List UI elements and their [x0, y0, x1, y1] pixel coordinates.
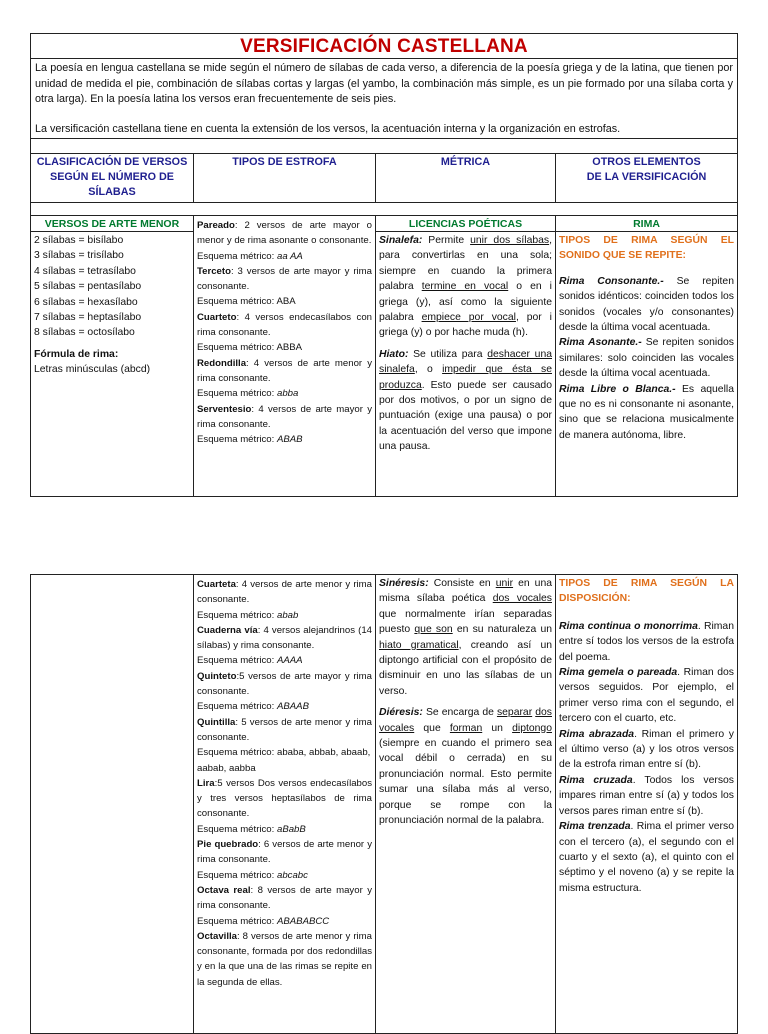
hiato-text: Se utiliza para	[408, 348, 488, 360]
esquema-line	[197, 249, 372, 264]
sinalefa-text: Permite	[422, 235, 471, 246]
subheader-text: VERSOS DE ARTE MENOR	[44, 218, 180, 230]
rima-text: Es aquella que no es ni consonante ni asonante, sino que se relaciona musicalmente de manera autónoma, libre.	[559, 383, 734, 441]
esquema-label: Esquema métrico:	[197, 823, 277, 835]
sineresis-text: , creando así un diptongo artificial con el propósito de disminuir en uno las sílabas de un verso.	[379, 639, 552, 697]
estrofa-desc: : 4 versos de arte mayor y rima consonante.	[197, 403, 372, 430]
dieresis-text: que	[414, 722, 450, 734]
subheader-licencias	[375, 215, 556, 232]
intro-paragraph-2: La versificación castellana tiene en cuenta la extensión de los versos, la acentuación interna y la organización en estrofas.	[35, 122, 621, 135]
esquema-line	[197, 745, 372, 776]
estrofa-item	[197, 264, 372, 295]
estrofa-desc: : 2 versos de arte mayor o menor y de rima asonante o consonante.	[197, 220, 372, 247]
syllable-item: 7 sílabas = heptasílabo	[34, 312, 142, 324]
rima-item	[559, 619, 734, 665]
sinalefa-text: termine en vocal	[421, 281, 509, 293]
sinalefa-text: o en i griega (y), así como la siguiente palabra	[379, 281, 552, 324]
syllable-item: 6 sílabas = hexasílabo	[34, 296, 138, 308]
hiato-term: Hiato:	[379, 348, 409, 360]
esquema-value: AAAA	[276, 655, 303, 667]
estrofa-desc: : 4 versos endecasílabos con rima consonante.	[197, 311, 372, 339]
hiato	[379, 347, 552, 455]
esquema-value: ababa, abbab, abaab, aabab, aabba	[197, 747, 371, 774]
esquema-line	[197, 914, 372, 929]
rima-term: Rima abrazada	[559, 728, 635, 740]
header-text: CLASIFICACIÓN DE VERSOS SEGÚN EL NÚMERO DE SÍLABAS	[36, 156, 188, 198]
estrofa-name: Serventesio	[197, 403, 252, 415]
dieresis-text: dos vocales	[379, 707, 552, 734]
esquema-label: Esquema métrico:	[197, 434, 277, 446]
rima-term: Rima cruzada	[559, 774, 633, 786]
estrofa-item	[197, 929, 372, 990]
estrofa-item	[197, 883, 372, 914]
estrofa-item	[197, 715, 372, 746]
sinalefa-text: unir dos sílabas	[470, 235, 550, 246]
formula-text: Letras minúsculas (abcd)	[34, 364, 151, 376]
estrofa-desc: : 3 versos de arte mayor y rima consonante.	[197, 265, 372, 293]
esquema-label: Esquema métrico:	[197, 250, 277, 262]
syllable-item: 4 sílabas = tetrasílabo	[34, 265, 136, 277]
subheader-arte-menor	[30, 215, 194, 232]
estrofa-desc: : 4 versos alejandrinos (14 sílabas) y rima consonante.	[197, 624, 372, 652]
syllables-cell	[30, 231, 194, 497]
estrofa-name: Cuaderna vía	[197, 624, 258, 636]
dieresis-text: un	[482, 722, 513, 734]
esquema-value: ABABABCC	[276, 915, 330, 927]
rima-text: Se repiten sonidos idénticos: coinciden todos los sonidos (vocales y/o consonantes) desde la última vocal acentuada.	[559, 275, 734, 334]
esquema-label: Esquema métrico:	[197, 296, 277, 308]
esquema-label: Esquema métrico:	[197, 609, 277, 621]
esquema-line	[197, 822, 372, 837]
rima-term: Rima gemela o pareada	[559, 667, 678, 679]
spacer-row-1	[30, 138, 738, 154]
estrofa-item	[197, 218, 372, 249]
sineresis-text: hiato gramatical	[379, 639, 459, 651]
metrica-cell-2	[375, 574, 556, 1034]
header-col-estrofa	[193, 153, 376, 203]
rima-item	[559, 819, 734, 896]
spacer	[559, 607, 734, 619]
sineresis-text: unir	[495, 578, 514, 589]
estrofa-item	[197, 837, 372, 868]
sinalefa-text: , por i griega (y) o por hache muda (h).	[379, 312, 552, 339]
estrofa-desc: :5 versos de arte mayor y rima consonante.	[197, 670, 372, 698]
header-text: MÉTRICA	[440, 156, 491, 168]
subheader-text: LICENCIAS POÉTICAS	[408, 218, 523, 230]
sineresis-text: en una misma sílaba poética	[379, 578, 552, 605]
rima-text: . Riman el primero y el último verso (a) y los otros versos de la estrofa riman entre sí (b).	[559, 728, 735, 771]
estrofa-name: Cuarteta	[197, 579, 236, 590]
estrofa-name: Cuarteto	[197, 311, 237, 323]
syllable-list	[34, 233, 190, 341]
rima-term: Rima continua o monorrima	[559, 620, 698, 632]
header-col-metrica	[375, 153, 556, 203]
rima-item	[559, 382, 734, 444]
esquema-value: ABAB	[276, 434, 303, 446]
formula-label: Fórmula de rima:	[34, 348, 119, 360]
estrofa-item	[197, 669, 372, 700]
estrofa-desc: :5 versos Dos versos endecasílabos y tres versos heptasílabos de rima consonante.	[197, 777, 372, 820]
rima-text: . Rima el primer verso con el tercero (a), el segundo con el cuarto y el sexto (a), el quinto con el séptimo y el noveno (a) y se repite la misma estructura.	[559, 821, 734, 894]
rima-term: Rima trenzada	[559, 821, 631, 833]
esquema-line	[197, 432, 372, 447]
esquema-value: aBabB	[276, 823, 306, 835]
hiato-text: , o	[414, 364, 443, 376]
esquema-value: abab	[276, 609, 299, 621]
header-col-syllables	[30, 153, 194, 203]
esquema-line	[197, 386, 372, 401]
dieresis-text: (siempre en cuando el primero sea vocal débil o cerrada) en su pronunciación normal. Esto permite sumar una sílaba más al verso, porque se rompe con la pronunciación normal de la palabra.	[379, 738, 552, 827]
estrofa-name: Quintilla	[197, 716, 236, 728]
metrica-cell-1	[375, 231, 556, 497]
esquema-value: ABA	[276, 296, 296, 308]
spacer	[559, 264, 734, 274]
estrofa-desc: : 6 versos de arte menor y rima consonante.	[197, 839, 372, 866]
rima-item	[559, 773, 734, 819]
estrofa-name: Redondilla	[197, 357, 247, 369]
dieresis	[379, 705, 552, 828]
syllable-item: 8 sílabas = octosílabo	[34, 327, 135, 339]
hiato-text: . Esto puede ser causado por dos motivos, o por un signo de puntuación (exige una pausa) o por la acentuación del verso que impone una pausa.	[379, 379, 552, 453]
estrofa-desc: : 8 versos de arte mayor y rima consonante.	[197, 884, 372, 912]
rima-text: Se repiten sonidos similares: solo coinciden las vocales desde la última vocal acentuada.	[559, 337, 734, 380]
esquema-label: Esquema métrico:	[197, 701, 277, 713]
esquema-value: aa AA	[276, 250, 303, 262]
estrofa-cell-1	[193, 215, 376, 497]
esquema-line	[197, 653, 372, 668]
rima-heading: TIPOS DE RIMA SEGÚN LA DISPOSICIÓN:	[559, 578, 734, 605]
spacer-row-2	[30, 202, 738, 216]
header-col-otros	[555, 153, 738, 203]
rima-text: . Todos los versos impares riman entre sí (a) y todos los versos pares riman entre sí (b).	[559, 774, 734, 817]
sinalefa-text: empiece por vocal	[421, 312, 516, 324]
sineresis-text: Consiste en	[428, 578, 496, 589]
estrofa-name: Quinteto	[197, 670, 237, 682]
rima-item	[559, 335, 734, 381]
esquema-line	[197, 699, 372, 714]
esquema-line	[197, 340, 372, 355]
esquema-line	[197, 868, 372, 883]
rima-item	[559, 274, 734, 336]
esquema-label: Esquema métrico:	[197, 915, 277, 927]
esquema-label: Esquema métrico:	[197, 869, 277, 881]
sinalefa-term: Sinalefa:	[379, 235, 423, 246]
estrofa-name: Terceto	[197, 265, 231, 277]
estrofa-item	[197, 577, 372, 608]
esquema-label: Esquema métrico:	[197, 388, 277, 400]
esquema-value: ABBA	[276, 342, 303, 354]
estrofa-name: Lira	[197, 777, 215, 789]
sineresis-text: dos vocales	[492, 593, 552, 605]
intro-paragraph-1: La poesía en lengua castellana se mide según el número de sílabas de cada verso, a diferencia de la poesía griega y de la latina, que tienen por unidad de medida el pie, combinación de sílabas cortas y largas (el yambo, la combinación más simple, es un pie formado por una sílaba corta y otra larga). En la poesía latina los versos eran frecuentemente de seis pies.	[35, 62, 733, 105]
estrofa-desc: : 4 versos de arte menor y rima consonante.	[197, 579, 372, 606]
rima-term: Rima Consonante.-	[559, 275, 664, 287]
esquema-value: ABAAB	[276, 701, 309, 713]
sineresis-text: que normalmente irían separadas puesto	[379, 608, 552, 636]
estrofa-name: Pie quebrado	[197, 839, 259, 851]
header-text: OTROS ELEMENTOS DE LA VERSIFICACIÓN	[586, 156, 707, 183]
sineresis-text: en su naturaleza un	[452, 624, 552, 636]
esquema-value: abcabc	[276, 869, 308, 881]
estrofa-name: Octava real	[197, 884, 251, 896]
dieresis-term: Diéresis:	[379, 707, 423, 719]
esquema-label: Esquema métrico:	[197, 655, 277, 667]
sineresis-text: que son	[414, 624, 453, 636]
esquema-label: Esquema métrico:	[197, 342, 277, 354]
rima-term: Rima Asonante.-	[559, 337, 642, 349]
syllable-item: 3 sílabas = trisílabo	[34, 250, 124, 262]
estrofa-item	[197, 310, 372, 341]
estrofa-desc: : 4 versos de arte menor y rima consonante.	[197, 357, 372, 384]
estrofa-name: Octavilla	[197, 930, 237, 942]
page-title: VERSIFICACIÓN CASTELLANA	[240, 36, 528, 57]
rima-item	[559, 665, 734, 727]
rima-text: . Riman entre sí todos los versos de la estrofa del poema.	[559, 620, 734, 663]
sinalefa-text: , para convertirlas en una sola; siempre en cuando la primera palabra	[379, 235, 552, 293]
estrofa-item	[197, 356, 372, 387]
sineresis	[379, 576, 552, 699]
esquema-line	[197, 608, 372, 623]
syllable-item: 2 sílabas = bisílabo	[34, 235, 124, 246]
intro-row	[30, 58, 738, 139]
empty-cell-page2	[30, 574, 194, 1034]
sineresis-term: Sinéresis:	[379, 578, 429, 589]
rima-cell-2	[555, 574, 738, 1034]
estrofa-item	[197, 776, 372, 822]
dieresis-text: diptongo	[512, 722, 552, 734]
syllable-item: 5 sílabas = pentasílabo	[34, 281, 142, 293]
dieresis-text: forman	[449, 722, 483, 734]
dieresis-text: separar	[496, 707, 533, 719]
rima-cell-1	[555, 231, 738, 497]
esquema-value: abba	[276, 388, 299, 400]
estrofa-name: Pareado	[197, 220, 235, 231]
estrofa-item	[197, 623, 372, 654]
hiato-text: impedir que ésta se produzca	[379, 364, 552, 391]
rima-term: Rima Libre o Blanca.-	[559, 383, 676, 395]
estrofa-item	[197, 402, 372, 433]
rima-heading: TIPOS DE RIMA SEGÚN EL SONIDO QUE SE REPITE:	[559, 235, 734, 262]
subheader-text: RIMA	[633, 218, 660, 230]
dieresis-text: Se encarga de	[422, 707, 497, 719]
esquema-line	[197, 294, 372, 309]
estrofa-desc: : 8 versos de arte menor y rima consonante, formada por dos redondillas y en la que una de las rimas se repite en la segunda de ellas.	[197, 930, 372, 988]
estrofa-cell-2	[193, 574, 376, 1034]
subheader-rima	[555, 215, 738, 232]
header-text: TIPOS DE ESTROFA	[232, 156, 337, 168]
estrofa-desc: : 5 versos de arte menor y rima consonante.	[197, 716, 372, 743]
rima-text: . Riman dos versos seguidos. Por ejemplo, el primer verso rima con el segundo, el tercero con el cuarto, etc.	[559, 667, 734, 725]
title-row	[30, 33, 738, 59]
esquema-label: Esquema métrico:	[197, 747, 277, 759]
sinalefa	[379, 233, 552, 341]
hiato-text: deshacer una sinalefa	[379, 348, 552, 376]
rima-item	[559, 727, 734, 773]
